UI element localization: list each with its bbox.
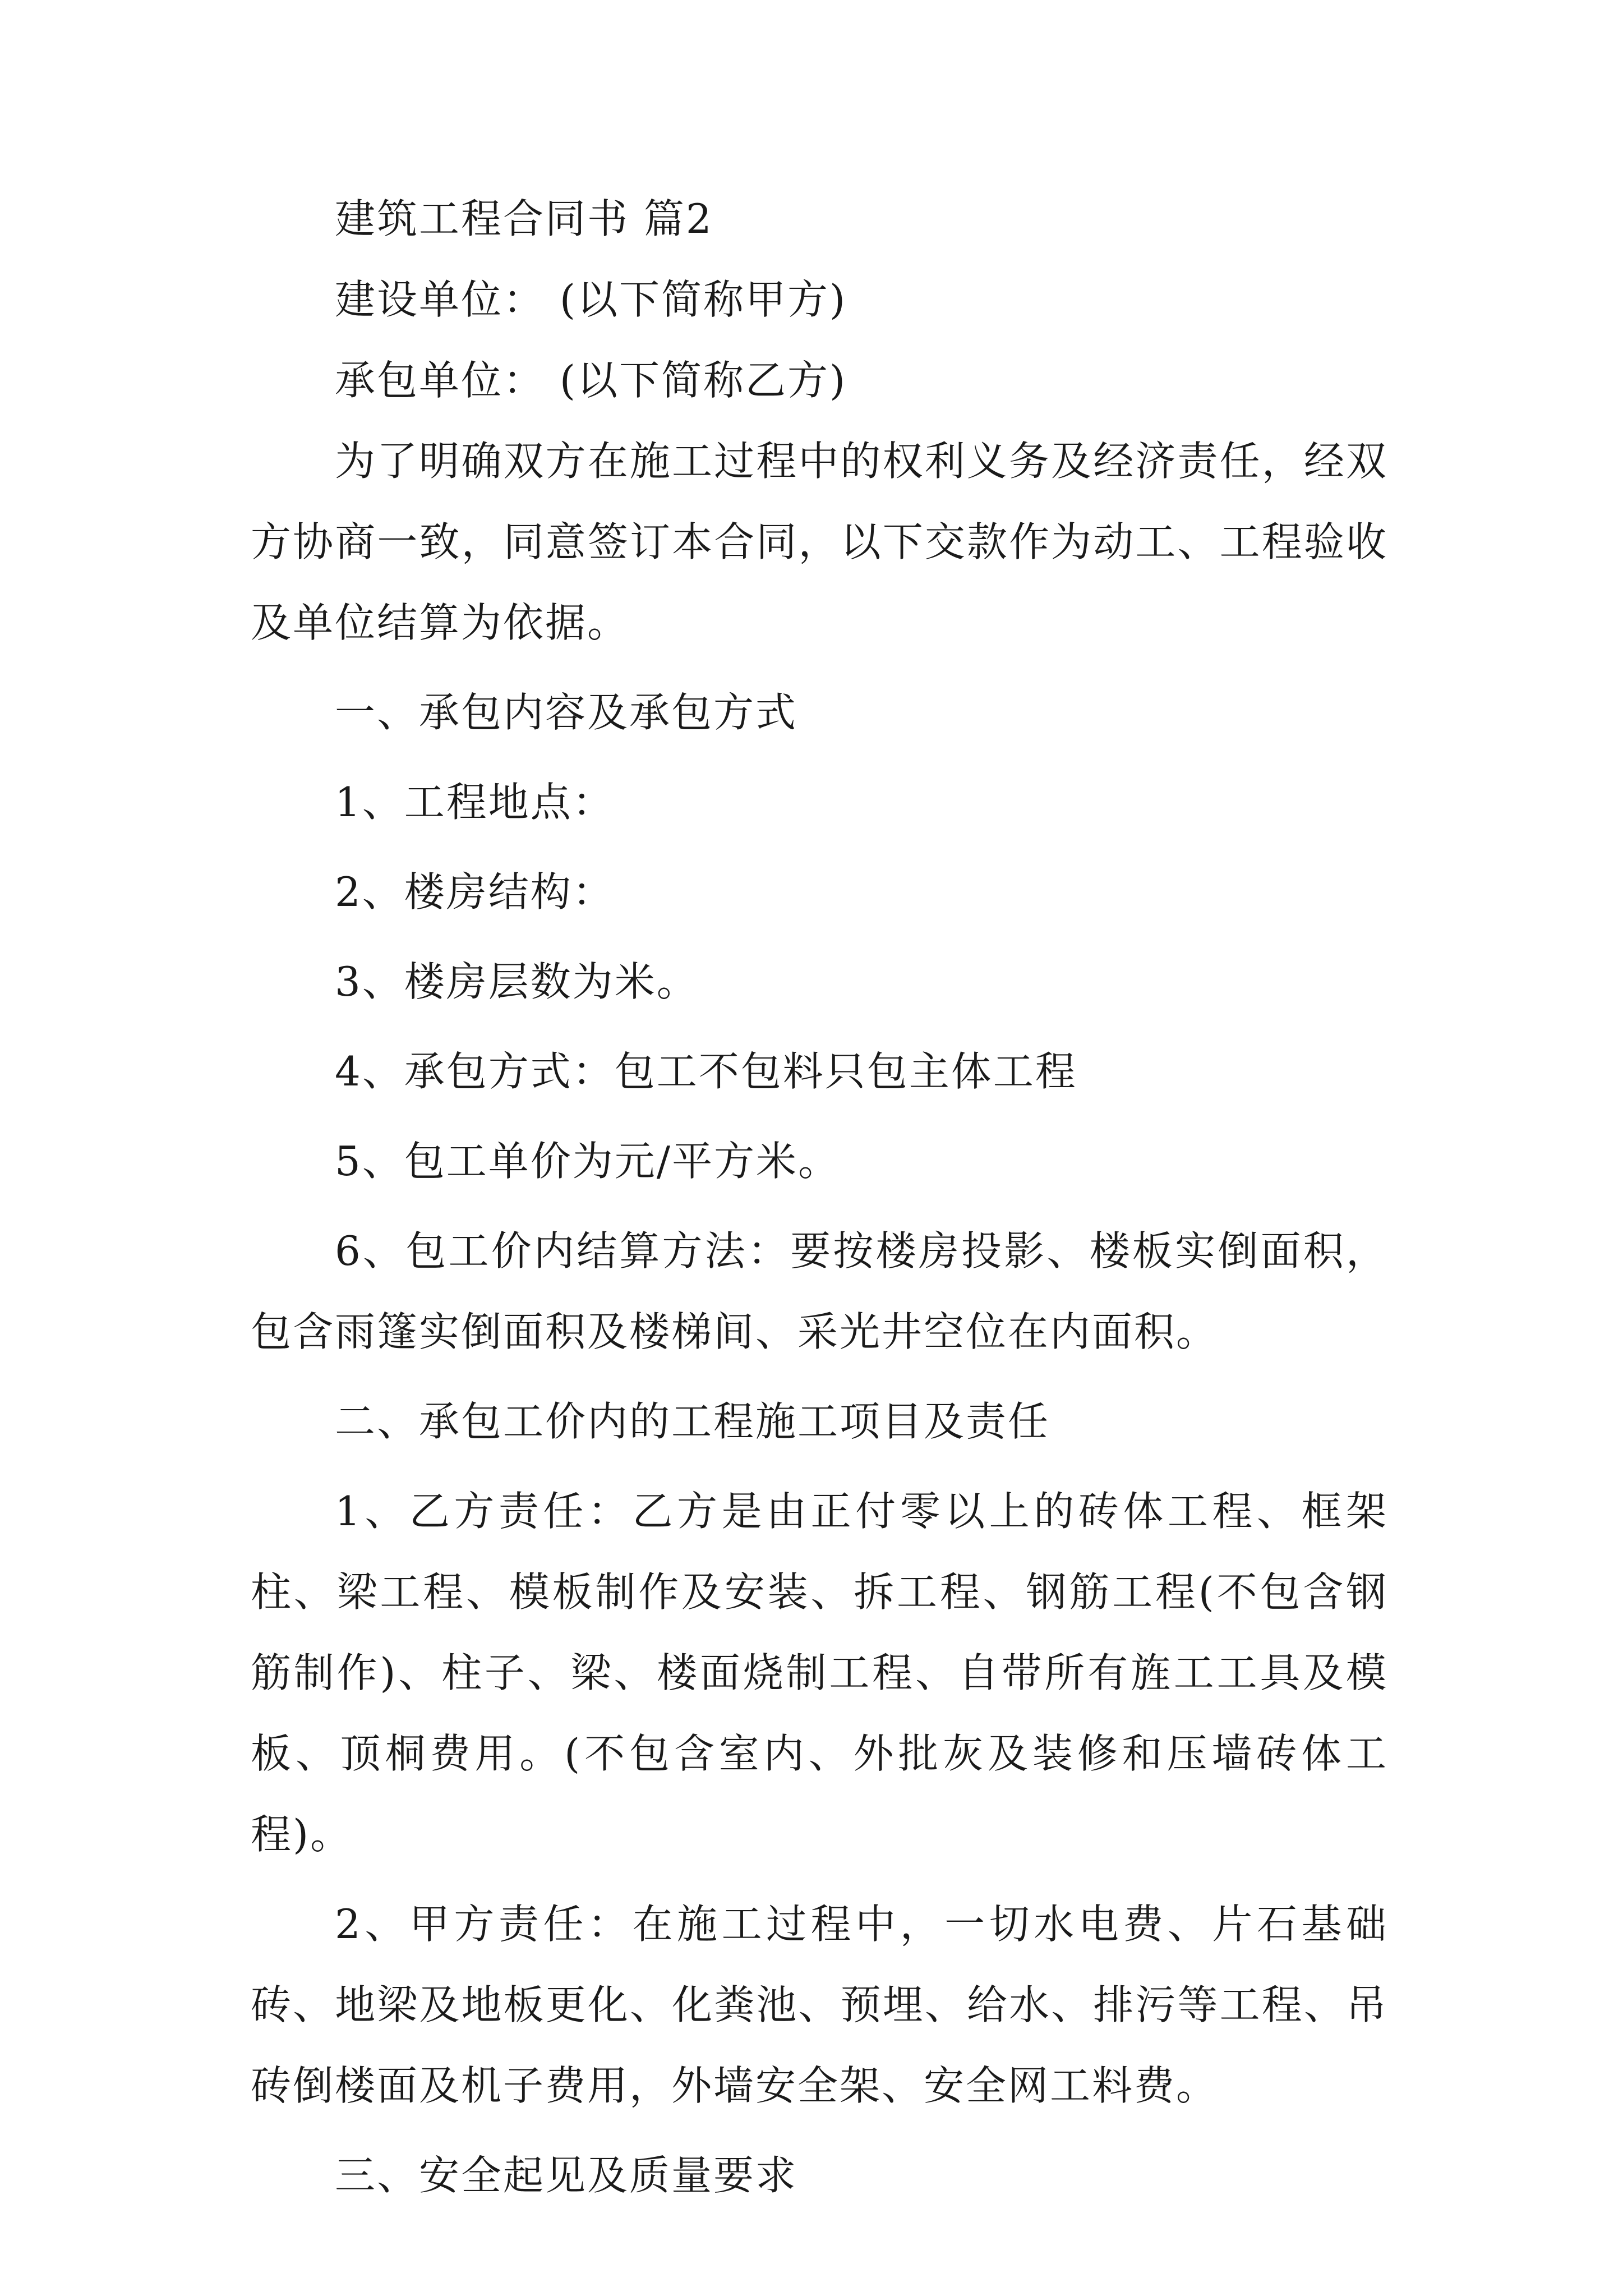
clause-1-2: 2、楼房结构： [335,868,615,915]
clause-1-6: 6、包工价内结算方法：要按楼房投影、楼板实倒面积，包含雨篷实倒面积及楼梯间、采光井空位在内面积。 [251,1227,1388,1355]
clause-2-2: 2、甲方责任：在施工过程中，一切水电费、片石基础砖、地梁及地板更化、化粪池、预埋、给水、排污等工程、吊砖倒楼面及机子费用，外墙安全架、安全网工料费。 [251,1901,1388,2109]
paragraph-construction-unit: 建设单位： (以下简称甲方) [335,276,847,323]
clause-1-4: 4、承包方式：包工不包料只包主体工程 [335,1048,1077,1095]
section-heading-2: 二、承包工价内的工程施工项目及责任 [335,1398,1050,1445]
document-title: 建筑工程合同书 篇2 [335,195,713,242]
document-body [251,178,1388,2216]
paragraph-contractor-unit: 承包单位： (以下简称乙方) [335,357,847,404]
clause-2-1: 1、乙方责任：乙方是由正付零以上的砖体工程、框架柱、梁工程、模板制作及安装、拆工程、钢筋工程(不包含钢筋制作)、柱子、梁、楼面烧制工程、自带所有旌工工具及模板、顶桐费用。(不包含室内、外批灰及装修和压墙砖体工程)。 [251,1488,1388,1858]
section-heading-3: 三、安全起见及质量要求 [335,2152,798,2199]
clause-1-5: 5、包工单价为元/平方米。 [335,1138,841,1185]
paragraph-preamble: 为了明确双方在施工过程中的权利义务及经济责任，经双方协商一致，同意签订本合同，以下交款作为动工、工程验收及单位结算为依据。 [251,438,1388,646]
clause-1-1: 1、工程地点： [335,779,615,826]
section-heading-1: 一、承包内容及承包方式 [335,689,798,736]
clause-1-3: 3、楼房层数为米。 [335,958,699,1005]
